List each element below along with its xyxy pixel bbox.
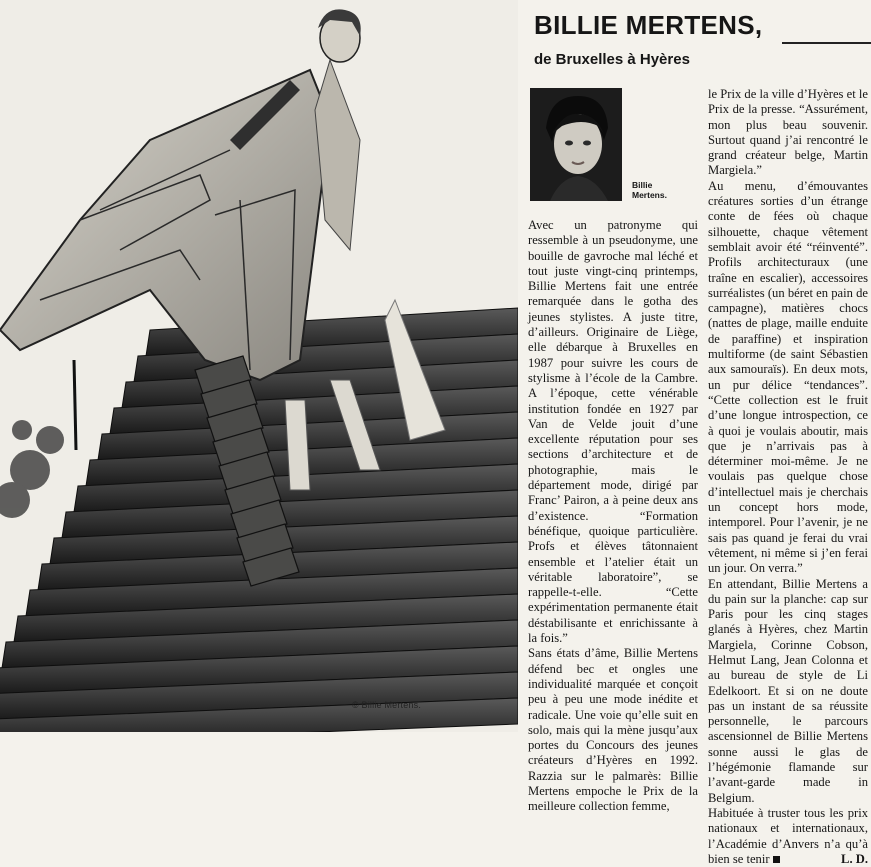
article-subtitle: de Bruxelles à Hyères [534, 51, 690, 68]
end-mark-icon [773, 856, 780, 863]
paragraph: le Prix de la ville d’Hyères et le Prix de la presse. “Assurément, mon plus beau souvenir. Surtout quand j’ai rencontré le grand créateur belge, Martin Margiela.” [708, 87, 868, 178]
portrait-caption: Billie Mertens. [632, 180, 667, 200]
paragraph: Au menu, d’émouvantes créatures sorties d’un étrange conte de fées où chaque silhouette, chaque vêtement semblait avoir été “réinventé”. Profils architecturaux (une traîne en escalier), accessoires surréalistes (un béret en pain de campagne), matières chocs (nattes de plage, maille enduite de paraffine) et inspiration multiforme (de saint Sébastien aux samouraïs). En deux mots, un pur délice “tendances”. “Cette collection est le fruit d’une longue introspection, ce à quoi je voulais aboutir, mais que je n’arrivais pas à déterminer moi-même. Je ne voulais pas quelque chose d’intellectuel mais je cherchais un concept hors mode, intemporel. Pour l’avenir, je ne sais pas quand je ferai du vrai vêtement, ni même si j’en ferai un jour. On verra.” [708, 178, 868, 576]
portrait-face-image [530, 88, 622, 201]
article-column-2 [708, 87, 868, 867]
paragraph: En attendant, Billie Mertens a du pain sur la planche: cap sur Paris pour les cinq stages glanés à Hyères, chez Martin Margiela, Corinne Cobson, Helmut Lang, Jean Colonna et au bureau de style de Li Edelkoort. Et si on ne doute pas un instant de sa réussite personnelle, le parcours ascensionnel de Billie Mertens sonne aussi le glas de l’hégémonie flamande sur l’avant-garde made in Belgium. [708, 576, 868, 805]
paragraph-final: Habituée à truster tous les prix nationaux et internationaux, l’Académie d’Anvers n’a qu’à bien se tenir L. D. [708, 805, 868, 866]
author-signature: L. D. [841, 851, 868, 866]
paragraph: Avec un patronyme qui ressemble à un pseudonyme, une bouille de gavroche mal léché et tout juste vingt-cinq printemps, Billie Mertens fait une entrée remarquée dans le gotha des jeunes stylistes. A juste titre, d’ailleurs. Originaire de Liège, elle débarque à Bruxelles en 1987 pour suivre les cours de stylisme à l’école de la Cambre. A l’époque, cette vénérable institution fondée en 1927 par Van de Velde jouit d’une excellente réputation pour ses sections d’architecture et de photographie, mais le département mode, dirigé par Franc’ Pairon, a à peine deux ans d’existence. “Formation bénéfique, quoique particulière. Profs et élèves tâtonnaient ensemble et l’atelier était un véritable laboratoire”, se rappelle-t-elle. “Cette expérimentation permanente était déstabilisante et enrichissante à la fois.” [528, 218, 698, 646]
paragraph: Sans états d’âme, Billie Mertens défend bec et ongles une individualité marquée et conçoit peu à peu une mode inédite et radicale. Une voie qu’elle suit en solo, mais qui la mène jusqu’aux portes du Concours des jeunes créateurs d’Hyères en 1992. Razzia sur le palmarès: Billie Mertens empoche le Prix de la meilleure collection femme, [528, 646, 698, 814]
photo-credit: © Billie Mertens. [352, 700, 422, 710]
portrait-photo [530, 88, 622, 201]
article-title: BILLIE MERTENS, [534, 10, 763, 40]
title-rule [782, 42, 871, 44]
article-column-1 [528, 218, 698, 815]
